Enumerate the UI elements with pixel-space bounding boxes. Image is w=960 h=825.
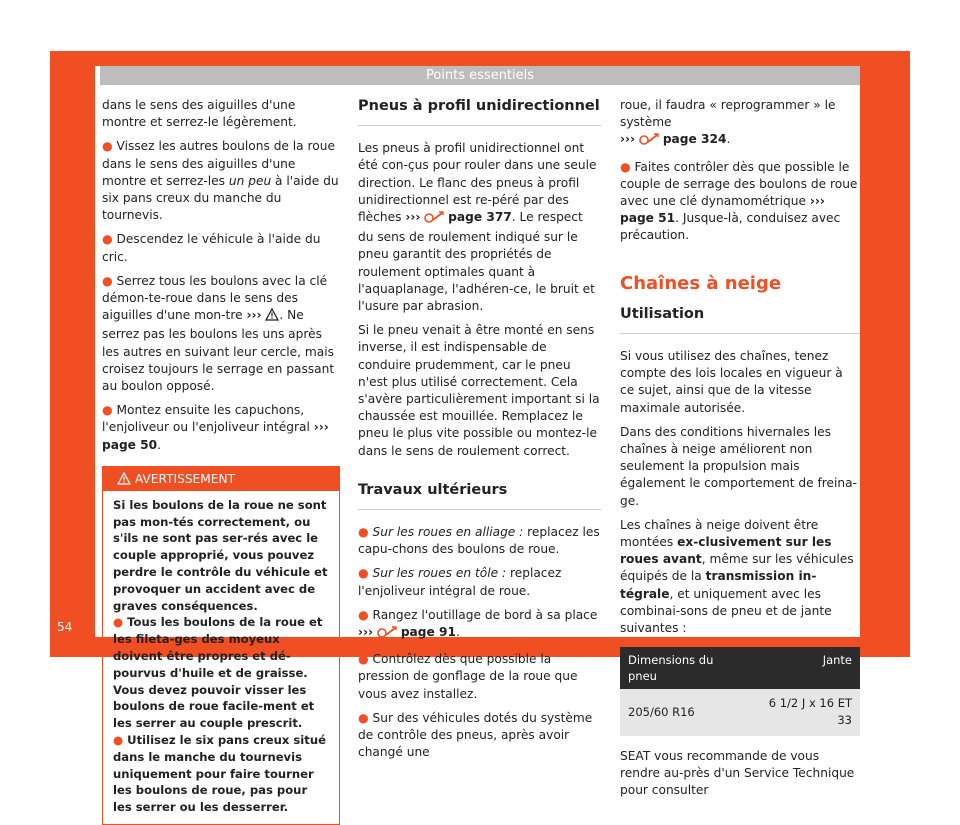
section-title: Utilisation [620, 306, 860, 334]
list-item: ● Vissez les autres boulons de la roue dans le sens des aiguilles d'une montre et serrez-les un peu à l'aide du six pans creux du manche du tournevis. [102, 139, 339, 223]
list-item: ● Faites contrôler dès que possible le couple de serrage des boulons de roue avec une clé dynamométrique ››› page 51. Jusque-là, conduisez avec précaution. [620, 159, 858, 243]
warning-body [103, 491, 339, 816]
table-cell: 205/60 R16 [620, 689, 749, 735]
table-header: Jante [749, 647, 860, 689]
tire-tools-icon [377, 625, 397, 644]
bullet-icon: ● [102, 232, 113, 247]
paragraph: SEAT vous recommande de vous rendre au-près d'un Service Technique pour consulter [620, 748, 855, 798]
warning-title: AVERTISSEMENT [134, 471, 236, 486]
bullet-icon: ● [102, 273, 113, 288]
page-reference-link[interactable]: page 377 [448, 210, 512, 225]
bullet-icon: ● [358, 525, 369, 540]
bullet-icon: ● [102, 403, 113, 418]
bullet-icon: ● [102, 139, 113, 154]
warning-header [103, 467, 339, 491]
page-reference-link[interactable]: page 91 [400, 625, 456, 640]
cross-ref-arrows: ››› [405, 210, 421, 225]
section-title: Pneus à profil unidirectionnel [358, 98, 601, 126]
list-item: ● Sur des véhicules dotés du système de contrôle des pneus, après avoir changé une [358, 710, 593, 760]
paragraph: Si le pneu venait à être monté en sens inverse, il est indispensable de conduire prudemment, car le pneu n'est plus utilisé correctement. Cela s'avère particulièrement important si la chaussée est mouillée. Remplacez le pneu le plus vite possible ou montez-le dans le sens de roulement correct. [358, 323, 600, 458]
running-header: Points essentiels [100, 66, 860, 85]
tire-rim-table [620, 647, 860, 735]
table-row [620, 689, 860, 735]
bullet-icon: ● [358, 710, 369, 725]
list-item: ● Sur les roues en alliage : replacez les capu-chons des boulons de roue. [358, 525, 600, 557]
bullet-icon: ● [113, 615, 124, 630]
warning-paragraph: Si les boulons de la roue ne sont pas mon-tés correctement, ou s'ils ne sont pas ser-rés avec le couple approprié, vous pouvez perdre le contrôle du véhicule et provoquer un accident avec de graves conséquences. [113, 497, 328, 613]
cross-ref-arrows: ››› [246, 308, 262, 323]
column-middle [358, 98, 601, 769]
list-item: ● Montez ensuite les capuchons, l'enjoliveur ou l'enjoliveur intégral ››› page 50. [102, 403, 329, 452]
tire-tools-icon [639, 132, 659, 151]
warning-triangle-icon [117, 469, 131, 493]
bullet-icon: ● [113, 733, 124, 748]
bullet-icon: ● [358, 566, 369, 581]
bullet-icon: ● [620, 159, 631, 174]
section-title: Travaux ultérieurs [358, 482, 601, 510]
cross-ref-arrows: ››› [809, 194, 825, 209]
warning-triangle-icon[interactable] [265, 308, 279, 326]
cross-ref-arrows: ››› [358, 625, 374, 640]
page-number: 54 [57, 620, 73, 634]
cross-ref-arrows: ››› [313, 420, 329, 435]
tire-tools-icon [424, 210, 444, 229]
table-header: Dimensions du pneu [620, 647, 749, 689]
paragraph: Si vous utilisez des chaînes, tenez compte des lois locales en vigueur à ce sujet, ainsi que de la vitesse maximale autorisée. [620, 349, 843, 415]
list-item: ● Rangez l'outillage de bord à sa place ››› page 91. [358, 607, 601, 644]
warning-box [102, 466, 340, 825]
warning-list-item: ● Tous les boulons de la roue et les fileta-ges des moyeux doivent être propres et dé-pourvus d'huile et de graisse. Vous devez pouvoir visser les boulons de roue facile-ment et les serrer au couple prescrit. [113, 615, 323, 731]
paragraph: Les chaînes à neige doivent être montées ex-clusivement sur les roues avant, même sur les véhicules équipés de la transmission in-tégrale, et uniquement avec les combinai-sons de pneu et de jante suivantes : [620, 517, 854, 636]
paragraph: roue, il faudra « reprogrammer » le système ››› page 324. [620, 97, 860, 152]
page-reference-link[interactable]: page 50 [102, 437, 158, 452]
bullet-icon: ● [358, 652, 369, 667]
page-reference-link[interactable]: page 324 [662, 132, 727, 147]
paragraph: Les pneus à profil unidirectionnel ont été con-çus pour rouler dans une seule direction. Le flanc des pneus à profil unidirectionnel est re-péré par des flèches ››› page 377. Le respect du sens de roulement indiqué sur le pneu garantit des propriétés de roulement optimales quant à l'aquaplanage, l'adhéren-ce, le bruit et l'usure par abrasion. [358, 141, 597, 314]
table-cell: 6 1/2 J x 16 ET 33 [749, 689, 860, 735]
list-item: ● Contrôlez dès que possible la pression de gonflage de la roue que vous avez installez. [358, 652, 578, 701]
list-item: ● Descendez le véhicule à l'aide du cric. [102, 232, 321, 264]
column-left [102, 97, 340, 825]
paragraph: Dans des conditions hivernales les chaînes à neige améliorent non seulement la propulsion mais également le comportement de freina-ge. [620, 424, 857, 508]
warning-list-item: ● Utilisez le six pans creux situé dans le manche du tournevis uniquement pour faire tourner les boulons de roue, pas pour les serrer ou les desserrer. [113, 733, 326, 815]
cross-ref-arrows: ››› [620, 132, 636, 147]
table-header-row [620, 647, 860, 689]
list-item: ● Sur les roues en tôle : replacez l'enjoliveur intégral de roue. [358, 566, 562, 598]
chapter-title: Chaînes à neige [620, 272, 782, 294]
bullet-icon: ● [358, 607, 369, 622]
list-item: ● Serrez tous les boulons avec la clé démon-te-roue dans le sens des aiguilles d'une mon-tre ››› . Ne serrez pas les boulons les uns après les autres en suivant leur cercle, mais croisez toujours le serrage en passant au boulon opposé. [102, 273, 335, 394]
paragraph: dans le sens des aiguilles d'une montre et serrez-le légèrement. [102, 98, 297, 130]
column-right [620, 97, 860, 806]
page-reference-link[interactable]: page 51 [620, 211, 676, 226]
